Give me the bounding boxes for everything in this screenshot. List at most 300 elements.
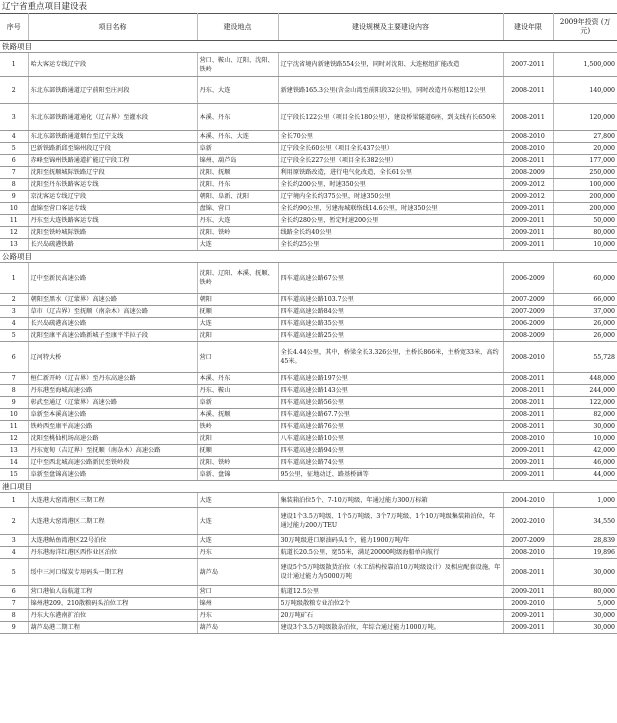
project-description: 航道长20.5公里，宽55米，满足20000吨级海船单向航行: [280, 549, 440, 556]
project-investment-cell: [553, 215, 617, 227]
column-header-name: 项目名称: [28, 14, 197, 41]
project-years: 2009-2011: [511, 205, 545, 212]
row-index: 9: [11, 399, 16, 406]
project-location-cell: [197, 559, 278, 586]
project-investment: 26,000: [593, 332, 615, 339]
project-years: 2007-2009: [511, 308, 545, 315]
row-index: 6: [11, 588, 16, 595]
project-description: 全长4.44公里，其中，桥梁全长3.326公里，主桥长866米，主桥宽33米，高约45米。: [280, 349, 499, 365]
project-investment-cell: [553, 330, 617, 342]
project-location: 盘锦、营口: [199, 205, 231, 212]
project-name-cell: [28, 409, 197, 421]
project-location: 丹东: [199, 549, 212, 556]
project-name-cell: [28, 433, 197, 445]
project-years: 2002-2010: [511, 517, 545, 525]
project-years-cell: [503, 409, 553, 421]
row-index-cell: [0, 203, 28, 215]
project-location-cell: [197, 77, 278, 104]
project-name-cell: [28, 397, 197, 409]
project-location-cell: [197, 547, 278, 559]
project-investment-cell: [553, 586, 617, 598]
project-description-cell: [278, 131, 503, 143]
project-years: 2009-2011: [511, 588, 545, 595]
project-location: 营口、鞍山、辽阳、沈阳、铁岭: [199, 56, 274, 73]
project-description-cell: [278, 77, 503, 104]
project-location-cell: [197, 598, 278, 610]
project-description: 95公里，征地动迁、路基桥涵等: [280, 471, 369, 478]
project-location: 本溪、抚顺: [199, 411, 231, 418]
project-years: 2009-2011: [511, 217, 545, 224]
project-description: 四车道高速公路35公里: [280, 320, 345, 327]
project-name-cell: [28, 191, 197, 203]
row-index-cell: [0, 397, 28, 409]
project-name-cell: [28, 131, 197, 143]
project-description-cell: [278, 445, 503, 457]
project-investment-cell: [553, 239, 617, 251]
project-location-cell: [197, 239, 278, 251]
project-location-cell: [197, 167, 278, 179]
project-years-cell: [503, 263, 553, 294]
project-name: 大连港大窑湾港区二期工程: [30, 517, 105, 525]
project-years: 2009-2011: [511, 624, 545, 631]
project-location: 沈阳、铁岭: [199, 229, 231, 236]
table-row: [0, 445, 617, 457]
table-row: [0, 215, 617, 227]
project-name: 丹东宽甸（吉辽界）至抚顺（南杂木）高速公路: [30, 447, 161, 454]
project-investment: 177,000: [589, 157, 615, 164]
table-row: [0, 493, 617, 508]
project-years: 2008-2011: [511, 423, 545, 430]
project-investment: 244,000: [589, 387, 615, 394]
project-years-cell: [503, 610, 553, 622]
project-years-cell: [503, 155, 553, 167]
row-index-cell: [0, 215, 28, 227]
project-investment-cell: [553, 294, 617, 306]
project-description: 线路全长约40公里: [280, 229, 332, 236]
project-investment-cell: [553, 508, 617, 535]
project-years: 2007-2009: [511, 537, 545, 544]
row-index-cell: [0, 535, 28, 547]
project-location: 沈阳、抚顺: [199, 169, 231, 176]
project-investment-cell: [553, 77, 617, 104]
project-name: 铁岭西至康平高速公路: [30, 423, 93, 430]
project-investment: 100,000: [589, 181, 615, 188]
project-years-cell: [503, 318, 553, 330]
project-investment: 60,000: [593, 274, 615, 282]
project-name-cell: [28, 469, 197, 481]
project-description: 全长约200公里，时速350公里: [280, 181, 366, 188]
table-row: [0, 397, 617, 409]
table-row: [0, 167, 617, 179]
project-investment-cell: [553, 469, 617, 481]
project-name-cell: [28, 559, 197, 586]
project-years: 2008-2009: [511, 169, 545, 176]
project-name-cell: [28, 421, 197, 433]
project-name-cell: [28, 203, 197, 215]
project-name: 彰武至通辽（辽蒙界）高速公路: [30, 399, 118, 406]
project-name: 阜新至盘锦高速公路: [30, 471, 87, 478]
row-index-cell: [0, 493, 28, 508]
table-row: [0, 610, 617, 622]
project-investment: 448,000: [589, 375, 615, 382]
project-investment-cell: [553, 53, 617, 77]
project-location: 营口: [199, 588, 212, 595]
table-row: [0, 77, 617, 104]
project-name: 哈大客运专线辽宁段: [30, 61, 87, 68]
section-title: 港口项目: [0, 481, 617, 493]
project-years-cell: [503, 330, 553, 342]
project-location: 朝阳、阜新、沈阳: [199, 193, 249, 200]
project-years-cell: [503, 457, 553, 469]
project-name: 锦州港209、210散粮码头泊位工程: [30, 600, 129, 607]
row-index-cell: [0, 53, 28, 77]
project-investment: 250,000: [589, 169, 615, 176]
project-location: 沈阳: [199, 332, 212, 339]
project-investment: 200,000: [589, 205, 615, 212]
table-row: [0, 385, 617, 397]
project-years: 2008-2011: [511, 399, 545, 406]
table-row: [0, 191, 617, 203]
section-row: [0, 481, 617, 493]
table-row: [0, 535, 617, 547]
project-years: 2008-2011: [511, 568, 545, 576]
project-investment: 55,728: [593, 353, 615, 361]
project-description: 四车道高速公路197公里: [280, 375, 348, 382]
project-investment: 42,000: [593, 447, 615, 454]
row-index-cell: [0, 433, 28, 445]
project-years: 2009-2011: [511, 471, 545, 478]
project-name: 辽中至西北城高速公路新民至铁岭段: [30, 459, 130, 466]
project-investment: 1,500,000: [583, 61, 615, 68]
table-row: [0, 373, 617, 385]
project-location-cell: [197, 373, 278, 385]
table-row: [0, 179, 617, 191]
project-description-cell: [278, 263, 503, 294]
project-investment: 66,000: [593, 296, 615, 303]
row-index-cell: [0, 131, 28, 143]
row-index: 7: [11, 600, 16, 607]
project-location-cell: [197, 203, 278, 215]
project-years-cell: [503, 433, 553, 445]
project-years-cell: [503, 77, 553, 104]
project-name: 盘锦至营口客运专线: [30, 205, 87, 212]
project-description-cell: [278, 598, 503, 610]
project-location: 丹东、大连: [199, 217, 231, 224]
row-index: 3: [11, 308, 16, 315]
table-row: [0, 547, 617, 559]
project-description-cell: [278, 397, 503, 409]
project-name-cell: [28, 493, 197, 508]
project-location: 沈阳、铁岭: [199, 459, 231, 466]
project-investment-cell: [553, 559, 617, 586]
project-investment: 30,000: [593, 423, 615, 430]
row-index: 7: [11, 375, 16, 382]
row-index: 7: [11, 169, 16, 176]
project-name: 辽河特大桥: [30, 353, 62, 361]
project-description: 四车道高速公路67公里: [280, 274, 345, 282]
project-investment: 34,550: [593, 517, 615, 525]
project-description: 四车道高速公路56公里: [280, 399, 345, 406]
row-index: 6: [11, 157, 16, 164]
project-investment-cell: [553, 306, 617, 318]
project-location-cell: [197, 397, 278, 409]
project-years-cell: [503, 143, 553, 155]
table-row: [0, 559, 617, 586]
table-row: [0, 239, 617, 251]
project-location-cell: [197, 294, 278, 306]
project-description: 20万吨矿石: [280, 612, 314, 619]
project-investment-cell: [553, 318, 617, 330]
project-location-cell: [197, 143, 278, 155]
column-header-investment: [553, 14, 617, 41]
project-description-cell: [278, 215, 503, 227]
project-name-cell: [28, 179, 197, 191]
project-description-cell: [278, 610, 503, 622]
project-name-cell: [28, 227, 197, 239]
row-index: 8: [11, 612, 16, 619]
project-investment: 1,000: [597, 496, 615, 504]
project-investment-cell: [553, 547, 617, 559]
project-location-cell: [197, 263, 278, 294]
project-location: 大连: [199, 537, 212, 544]
project-name-cell: [28, 586, 197, 598]
row-index: 2: [11, 86, 16, 94]
project-investment: 30,000: [593, 612, 615, 619]
project-description: 四车道高速公路84公里: [280, 308, 345, 315]
project-years-cell: [503, 547, 553, 559]
row-index-cell: [0, 294, 28, 306]
project-years-cell: [503, 508, 553, 535]
project-name-cell: [28, 294, 197, 306]
row-index-cell: [0, 421, 28, 433]
project-location-cell: [197, 306, 278, 318]
project-years: 2008-2010: [511, 353, 545, 361]
project-location: 锦州: [199, 600, 212, 607]
project-years: 2009-2011: [511, 459, 545, 466]
project-investment: 19,896: [593, 549, 615, 556]
project-location: 铁岭: [199, 423, 212, 430]
project-investment-cell: [553, 409, 617, 421]
project-investment: 37,000: [593, 308, 615, 315]
row-index: 10: [9, 411, 18, 418]
project-years-cell: [503, 104, 553, 131]
row-index: 14: [9, 459, 18, 466]
project-years: 2009-2012: [511, 193, 545, 200]
project-years: 2007-2011: [511, 61, 545, 68]
project-investment-cell: [553, 397, 617, 409]
table-row: [0, 306, 617, 318]
row-index: 1: [11, 61, 16, 68]
project-name-cell: [28, 457, 197, 469]
project-description: 四车道高速公路103.7公里: [280, 296, 354, 303]
project-investment: 30,000: [593, 568, 615, 576]
project-name-cell: [28, 535, 197, 547]
project-location-cell: [197, 330, 278, 342]
project-investment-cell: [553, 104, 617, 131]
project-name-cell: [28, 77, 197, 104]
project-description-cell: [278, 385, 503, 397]
project-location-cell: [197, 622, 278, 634]
project-years-cell: [503, 598, 553, 610]
project-location: 阜新: [199, 145, 212, 152]
project-years-cell: [503, 167, 553, 179]
project-location: 丹东、鞍山: [199, 387, 231, 394]
row-index-cell: [0, 77, 28, 104]
project-description-cell: [278, 586, 503, 598]
project-years: 2009-2011: [511, 241, 545, 248]
row-index-cell: [0, 586, 28, 598]
project-description: 四车道高速公路94公里: [280, 447, 345, 454]
project-name: 沈阳至康平高速公路新城子至康平半拉子段: [30, 332, 149, 339]
project-description: 四车道高速公路67.7公里: [280, 411, 350, 418]
project-investment: 80,000: [593, 588, 615, 595]
table-row: [0, 263, 617, 294]
project-investment-cell: [553, 179, 617, 191]
column-header-location: 建设地点: [197, 14, 278, 41]
project-location: 沈阳、丹东: [199, 181, 231, 188]
row-index-cell: [0, 179, 28, 191]
project-description-cell: [278, 155, 503, 167]
project-description: 建设5个5万吨级散货泊位（水工结构按靠泊10万吨级设计）及相应配套设施，年设计通过能力为5000万吨: [280, 564, 501, 580]
project-name-cell: [28, 622, 197, 634]
project-investment: 10,000: [593, 435, 615, 442]
row-index-cell: [0, 342, 28, 373]
table-header: [0, 14, 617, 41]
project-location-cell: [197, 508, 278, 535]
row-index-cell: [0, 409, 28, 421]
project-years: 2008-2011: [511, 375, 545, 382]
project-name-cell: [28, 167, 197, 179]
project-location: 锦州、葫芦岛: [199, 157, 237, 164]
project-years-cell: [503, 215, 553, 227]
project-investment: 46,000: [593, 459, 615, 466]
project-description-cell: [278, 559, 503, 586]
row-index: 5: [11, 145, 16, 152]
row-index-cell: [0, 622, 28, 634]
project-name-cell: [28, 445, 197, 457]
project-location-cell: [197, 191, 278, 203]
project-location-cell: [197, 409, 278, 421]
project-years: 2009-2011: [511, 447, 545, 454]
section-row: [0, 251, 617, 263]
project-location-cell: [197, 318, 278, 330]
row-index-cell: [0, 457, 28, 469]
project-name-cell: [28, 598, 197, 610]
row-index-cell: [0, 330, 28, 342]
project-name-cell: [28, 263, 197, 294]
project-years: 2008-2011: [511, 411, 545, 418]
project-description-cell: [278, 294, 503, 306]
project-location: 大连: [199, 241, 212, 248]
row-index: 3: [11, 537, 16, 544]
project-years-cell: [503, 179, 553, 191]
project-location: 葫芦岛: [199, 624, 219, 631]
project-name: 京沈客运专线辽宁段: [30, 193, 87, 200]
project-investment: 26,000: [593, 320, 615, 327]
project-location: 抚顺: [199, 308, 212, 315]
row-index-cell: [0, 191, 28, 203]
project-years-cell: [503, 239, 553, 251]
project-years-cell: [503, 469, 553, 481]
project-description: 全长约25公里: [280, 241, 320, 248]
project-description-cell: [278, 547, 503, 559]
table-row: [0, 433, 617, 445]
table-row: [0, 227, 617, 239]
row-index-cell: [0, 445, 28, 457]
project-description-cell: [278, 203, 503, 215]
project-location-cell: [197, 469, 278, 481]
table-row: [0, 457, 617, 469]
project-location: 沈阳: [199, 435, 212, 442]
project-name-cell: [28, 385, 197, 397]
row-index-cell: [0, 263, 28, 294]
project-location-cell: [197, 385, 278, 397]
project-description-cell: [278, 330, 503, 342]
row-index: 5: [11, 332, 16, 339]
column-header-idx: 序号: [0, 14, 28, 41]
table-row: [0, 53, 617, 77]
project-description: 四车道高速公路143公里: [280, 387, 348, 394]
column-header-investment-label: 2009年投资 (万元): [559, 18, 611, 35]
project-name: 沈阳至抚顺城际铁路辽宁段: [30, 169, 105, 176]
project-location-cell: [197, 421, 278, 433]
project-name: 桓仁新开岭（辽吉界）至丹东高速公路: [30, 375, 136, 382]
row-index: 13: [9, 447, 18, 454]
project-years-cell: [503, 342, 553, 373]
project-years: 2008-2010: [511, 435, 545, 442]
project-name: 东北东部铁路通道烟台至辽宁支线: [30, 133, 124, 140]
project-description-cell: [278, 239, 503, 251]
project-investment: 80,000: [593, 229, 615, 236]
project-location-cell: [197, 535, 278, 547]
row-index: 6: [11, 353, 16, 361]
table-row: [0, 155, 617, 167]
project-location: 朝阳: [199, 296, 212, 303]
project-location-cell: [197, 493, 278, 508]
row-index-cell: [0, 155, 28, 167]
project-investment: 82,000: [593, 411, 615, 418]
project-description: 航道12.5公里: [280, 588, 320, 595]
table-row: [0, 586, 617, 598]
project-investment-cell: [553, 167, 617, 179]
project-years: 2009-2010: [511, 600, 545, 607]
row-index-cell: [0, 385, 28, 397]
row-index-cell: [0, 547, 28, 559]
project-investment-cell: [553, 373, 617, 385]
row-index: 12: [9, 229, 18, 236]
project-description: 八车道高速公路10公里: [280, 435, 345, 442]
project-investment: 44,000: [593, 471, 615, 478]
project-years-cell: [503, 203, 553, 215]
project-investment-cell: [553, 622, 617, 634]
project-description-cell: [278, 535, 503, 547]
project-description: 全长约280公里，暂定时速200公里: [280, 217, 379, 224]
project-name: 辽中至新民高速公路: [30, 274, 87, 282]
project-location-cell: [197, 179, 278, 191]
project-investment: 50,000: [593, 217, 615, 224]
project-investment: 122,000: [589, 399, 615, 406]
project-location-cell: [197, 610, 278, 622]
row-index-cell: [0, 306, 28, 318]
project-name-cell: [28, 318, 197, 330]
project-location: 沈阳、辽阳、本溪、抚顺、铁岭: [199, 270, 274, 286]
project-years-cell: [503, 535, 553, 547]
project-location: 大连: [199, 496, 212, 504]
project-description: 辽宁段全长60公里（项目全长437公里）: [280, 145, 393, 152]
row-index-cell: [0, 598, 28, 610]
section-row: [0, 41, 617, 53]
project-name: 阜新至本溪高速公路: [30, 411, 87, 418]
